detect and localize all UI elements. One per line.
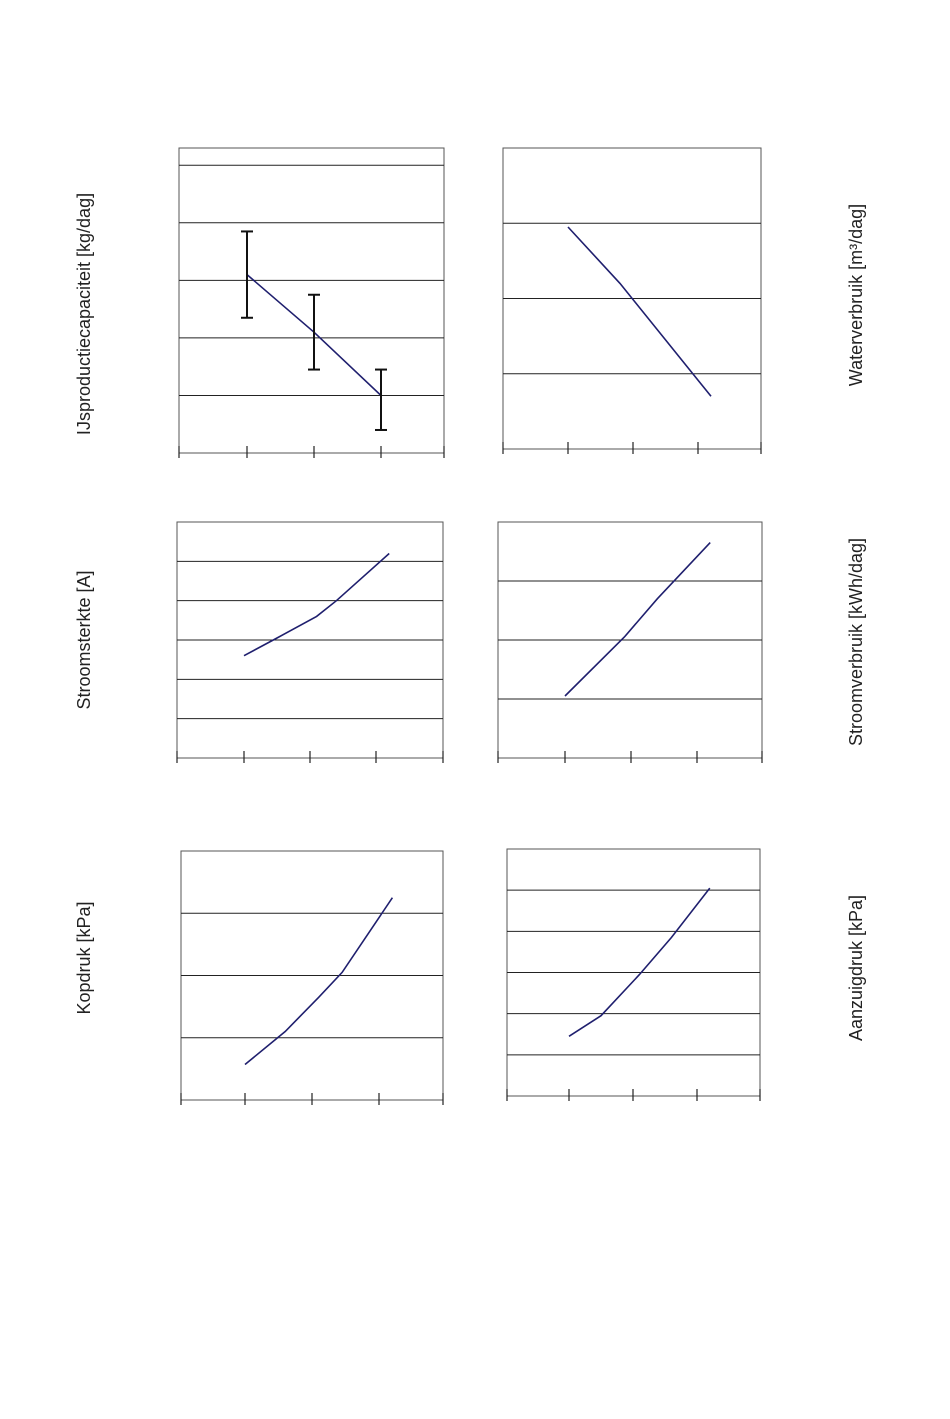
chart-1-y-axis-label: IJsproductiecapaciteit [kg/dag] [74, 192, 94, 436]
chart-2-y-axis-label: Waterverbruik [m³/dag] [846, 203, 866, 387]
chart-4-y-axis-label: Stroomverbruik [kWh/dag] [846, 537, 866, 747]
chart-3-y-axis-label: Stroomsterkte [A] [74, 570, 94, 710]
chart-6-y-axis-label: Aanzuigdruk [kPa] [846, 894, 866, 1042]
chart-5-y-axis-label: Kopdruk [kPa] [74, 901, 94, 1015]
chart-1-plot-area [179, 148, 444, 453]
